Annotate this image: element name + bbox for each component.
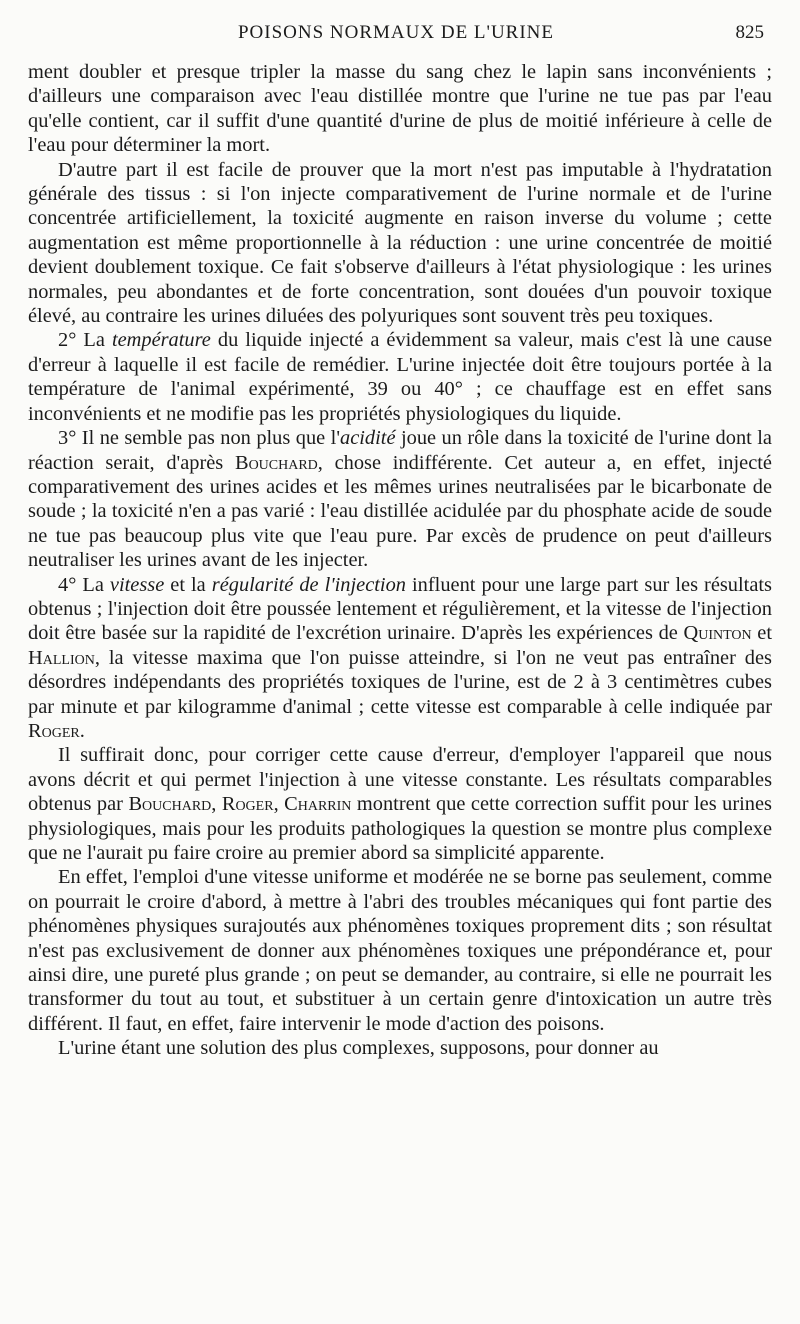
author-name: Charrin [284, 793, 352, 816]
body-text [28, 60, 772, 1061]
italic-term: température [111, 329, 211, 352]
text-run: ment doubler et presque tripler la masse du sang chez le lapin sans inconvénients ; d'ailleurs une comparaison avec l'eau distillée montre que l'urine ne tue pas par l'eau qu'elle contient, car il suffit d'une quantité d'urine de plus de moitié inférieure à celle de l'eau pour déterminer la mort. [28, 61, 772, 157]
paragraph [28, 573, 772, 744]
author-name: Hallion [28, 646, 95, 669]
text-run: et la [164, 573, 212, 596]
text-run: du liquide injecté a évidemment sa valeur, mais c'est là une cause d'erreur à laquelle il est facile de remédier. L'urine injectée doit être toujours portée à la température de l'animal expérimenté, 39 ou 40° ; ce chauffage est en effet sans inconvénients et ne modifie pas les propriétés physiologiques du liquide. [28, 329, 772, 425]
paragraph [28, 426, 772, 572]
italic-term: régularité de l'injection [211, 573, 406, 596]
paragraph [28, 1036, 772, 1060]
text-run: et [751, 622, 772, 645]
author-name: Bouchard [234, 451, 318, 474]
text-run: L'urine étant une solution des plus complexes, supposons, pour donner au [58, 1037, 659, 1060]
text-run: , chose indifférente. Cet auteur a, en effet, injecté comparativement des urines acides et les mêmes urines neutralisées par le bicarbonate de soude ; la toxicité n'en a pas varié : l'eau distillée acidulée par du phosphate acide de soude ne tue pas beaucoup plus vite que l'eau pure. Par excès de prudence on peut d'ailleurs neutraliser les urines avant de les injecter. [28, 451, 772, 572]
text-run: Il suffirait donc, pour corriger cette cause d'erreur, d'employer l'appareil que nous avons décrit et qui permet l'injection à une vitesse constante. Les résultats comparables obtenus par [28, 744, 772, 816]
author-name: Bouchard [128, 793, 212, 816]
author-name: Quinton [683, 622, 752, 645]
text-run: , [273, 793, 285, 816]
text-run: 2° La [58, 329, 112, 352]
paragraph [28, 743, 772, 865]
text-run: joue un rôle dans la toxicité de l'urine dont la réaction serait, d'après [28, 427, 772, 474]
paragraph [28, 158, 772, 329]
author-name: Roger [28, 719, 80, 742]
text-run: . [79, 719, 85, 742]
running-head [28, 22, 764, 50]
paragraph [28, 60, 772, 158]
text-run: En effet, l'emploi d'une vitesse uniforme et modérée ne se borne pas seulement, comme on pourrait le croire d'abord, à mettre à l'abri des troubles mécaniques qui font partie des phénomènes physiques surajoutés aux phénomènes toxiques proprement dits ; son résultat n'est pas exclusivement de donner aux phénomènes toxiques une prépondérance et, pour ainsi dire, une pureté plus grande ; on peut se demander, au contraire, si elle ne pourrait les transformer du tout au tout, et substituer à un certain genre d'intoxication un autre très différent. Il faut, en effet, faire intervenir le mode d'action des poisons. [28, 866, 772, 1035]
text-run: 3° Il ne semble pas non plus que l' [58, 427, 341, 450]
text-run: montrent que cette correction suffit pour les urines physiologiques, mais pour les produits pathologiques la question se montre plus complexe que ne l'aurait pu faire croire au premier abord sa simplicité apparente. [28, 793, 772, 864]
text-run: influent pour une large part sur les résultats obtenus ; l'injection doit être poussée lentement et régulièrement, et la vitesse de l'injection doit être basée sur la rapidité de l'excrétion urinaire. D'après les expériences de [28, 573, 772, 645]
text-run: , la vitesse maxima que l'on puisse atteindre, si l'on ne veut pas entraîner des désordres indépendants des propriétés toxiques de l'urine, est de 2 à 3 centimètres cubes par minute et par kilogramme d'animal ; cette vitesse est comparable à celle indiquée par [28, 646, 772, 718]
page-number: 825 [735, 22, 764, 43]
italic-term: vitesse [109, 573, 165, 596]
paragraph [28, 328, 772, 426]
author-name: Roger [221, 793, 274, 816]
text-run: 4° La [58, 573, 110, 596]
running-title: POISONS NORMAUX DE L'URINE [237, 22, 555, 43]
text-run: , [211, 793, 222, 816]
italic-term: acidité [340, 427, 396, 450]
paragraph [28, 865, 772, 1036]
text-run: D'autre part il est facile de prouver que la mort n'est pas imputable à l'hydratation générale des tissus : si l'on injecte comparativement de l'urine normale et de l'urine concentrée artificiellement, la toxicité augmente en raison inverse du volume ; cette augmentation est même proportionnelle à la réduction : une urine concentrée de moitié devient doublement toxique. Ce fait s'observe d'ailleurs à l'état physiologique : les urines normales, peu abondantes et de forte concentration, sont douées d'un pouvoir toxique élevé, au contraire les urines diluées des polyuriques sont souvent très peu toxiques. [28, 158, 772, 328]
